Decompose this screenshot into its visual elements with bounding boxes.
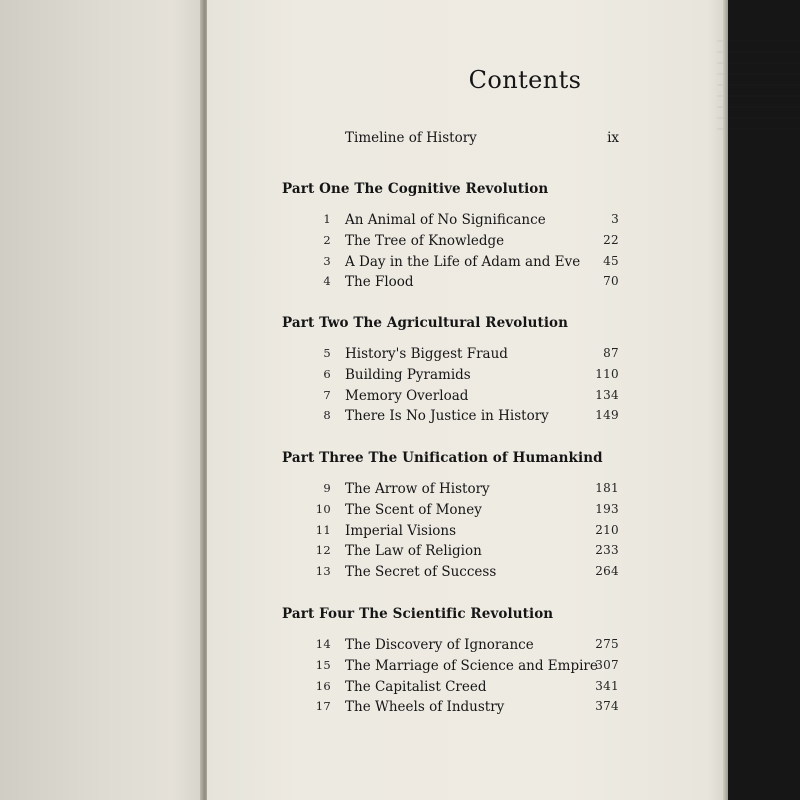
chapter-title: Memory Overload — [345, 387, 469, 404]
chapter-title: Imperial Visions — [345, 522, 457, 539]
chapter-entry — [207, 388, 723, 408]
chapter-entry — [207, 346, 723, 366]
chapter-title: The Arrow of History — [345, 481, 490, 497]
chapter-page-number: 264 — [595, 564, 619, 579]
part-title: Part Four The Scientific Revolution — [282, 606, 554, 622]
chapter-number: 12 — [315, 543, 331, 558]
chapter-entry — [207, 543, 723, 563]
part-title: Part Three The Unification of Humankind — [282, 450, 603, 466]
chapter-page-number: 233 — [595, 543, 619, 558]
chapter-title: The Scent of Money — [345, 501, 482, 518]
chapter-number: 4 — [323, 274, 331, 289]
chapter-entry — [207, 212, 723, 232]
chapter-page-number: 181 — [595, 481, 619, 495]
chapter-entry — [207, 502, 723, 522]
chapter-title: The Secret of Success — [345, 564, 497, 581]
chapter-number: 1 — [323, 212, 331, 226]
chapter-entry — [207, 274, 723, 294]
chapter-entry — [207, 637, 723, 657]
part-title: Part Two The Agricultural Revolution — [282, 315, 569, 331]
chapter-entry — [207, 699, 723, 719]
front-matter-title: Timeline of History — [345, 130, 477, 146]
chapter-entry — [207, 564, 723, 584]
chapter-entry — [207, 233, 723, 253]
chapter-title: The Marriage of Science and Empire — [345, 657, 598, 674]
chapter-number: 16 — [315, 678, 331, 693]
front-matter-page: ix — [607, 130, 619, 146]
chapter-title: There Is No Justice in History — [345, 408, 549, 425]
page-edge — [723, 0, 728, 800]
chapter-number: 2 — [323, 232, 331, 247]
chapter-number: 14 — [315, 637, 331, 651]
contents-heading: Contents — [468, 66, 582, 94]
chapter-number: 5 — [323, 346, 331, 360]
chapter-entry — [207, 679, 723, 699]
part-title: Part One The Cognitive Revolution — [282, 181, 549, 197]
chapter-entry — [207, 658, 723, 678]
left-page — [0, 0, 204, 800]
chapter-number: 13 — [315, 564, 331, 579]
table-of-contents — [207, 0, 723, 800]
chapter-number: 11 — [315, 522, 331, 537]
chapter-number: 9 — [323, 481, 331, 495]
chapter-title: The Law of Religion — [345, 543, 482, 560]
chapter-page-number: 193 — [595, 501, 619, 516]
chapter-page-number: 87 — [603, 346, 619, 360]
chapter-page-number: 3 — [611, 212, 619, 226]
chapter-title: The Flood — [345, 274, 414, 291]
chapter-entry — [207, 408, 723, 428]
chapter-title: A Day in the Life of Adam and Eve — [345, 253, 581, 270]
chapter-number: 8 — [323, 408, 331, 423]
chapter-page-number: 307 — [595, 657, 619, 672]
chapter-entry — [207, 254, 723, 274]
chapter-page-number: 341 — [595, 678, 619, 693]
chapter-title: Building Pyramids — [345, 366, 471, 383]
chapter-page-number: 210 — [595, 522, 619, 537]
chapter-page-number: 149 — [595, 408, 619, 423]
chapter-number: 3 — [323, 253, 331, 268]
chapter-page-number: 275 — [595, 637, 619, 651]
chapter-number: 10 — [315, 501, 331, 516]
chapter-page-number: 45 — [603, 253, 619, 268]
chapter-page-number: 134 — [595, 387, 619, 402]
chapter-number: 7 — [323, 387, 331, 402]
chapter-title: History's Biggest Fraud — [345, 346, 508, 362]
chapter-page-number: 22 — [603, 232, 619, 247]
chapter-number: 15 — [315, 657, 331, 672]
chapter-page-number: 70 — [603, 274, 619, 289]
chapter-number: 6 — [323, 366, 331, 381]
chapter-page-number: 110 — [595, 366, 619, 381]
chapter-title: An Animal of No Significance — [345, 212, 546, 228]
chapter-title: The Tree of Knowledge — [345, 232, 505, 249]
chapter-page-number: 374 — [595, 699, 619, 714]
chapter-title: The Discovery of Ignorance — [345, 637, 534, 653]
chapter-title: The Wheels of Industry — [345, 699, 505, 716]
chapter-entry — [207, 367, 723, 387]
chapter-number: 17 — [315, 699, 331, 714]
chapter-entry — [207, 481, 723, 501]
chapter-title: The Capitalist Creed — [345, 678, 487, 695]
chapter-entry — [207, 523, 723, 543]
